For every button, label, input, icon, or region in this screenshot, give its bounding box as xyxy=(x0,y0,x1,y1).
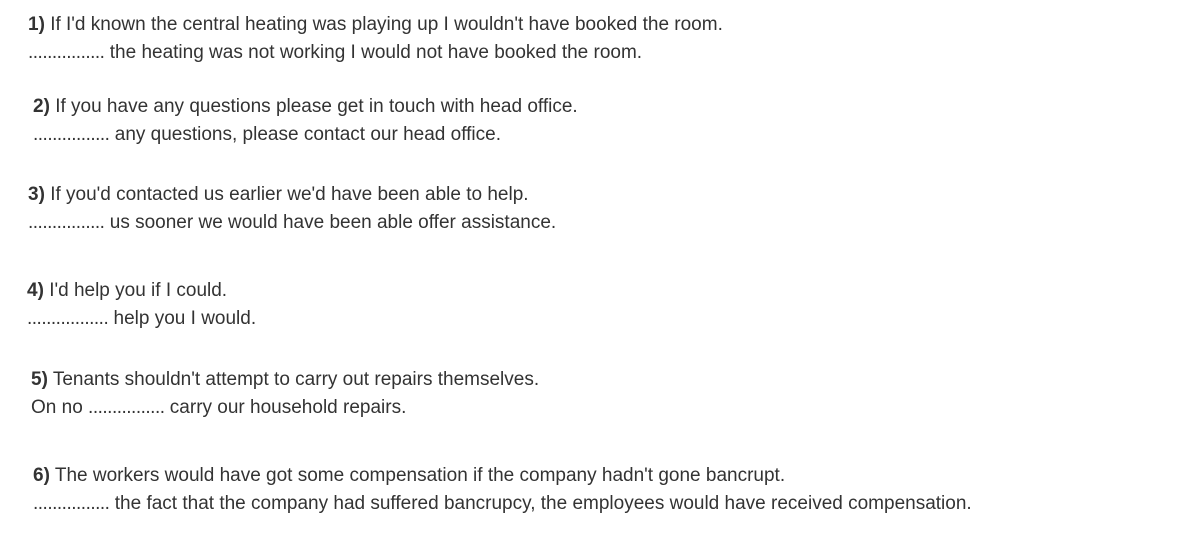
rewrite-text: any questions, please contact our head office. xyxy=(114,124,501,145)
answer-blank[interactable]: ................ xyxy=(28,212,105,233)
rewrite-line xyxy=(28,209,556,237)
original-sentence xyxy=(27,277,256,305)
item-number: 1) xyxy=(28,14,45,35)
answer-blank[interactable]: ................ xyxy=(28,42,105,63)
answer-blank[interactable]: ................. xyxy=(27,308,109,329)
original-sentence xyxy=(28,181,556,209)
sentence-text: If you'd contacted us earlier we'd have been able to help. xyxy=(50,184,529,205)
rewrite-text: carry our household repairs. xyxy=(169,397,407,418)
rewrite-line xyxy=(33,490,972,518)
rewrite-line xyxy=(28,39,723,67)
original-sentence xyxy=(33,93,578,121)
exercise-item-6 xyxy=(33,462,972,518)
sentence-text: Tenants shouldn't attempt to carry out repairs themselves. xyxy=(52,369,540,390)
exercise-item-1 xyxy=(28,11,723,67)
original-sentence xyxy=(28,11,723,39)
item-number: 6) xyxy=(33,465,50,486)
exercise-item-4 xyxy=(27,277,256,333)
exercise-item-5 xyxy=(31,366,539,422)
sentence-text: If you have any questions please get in touch with head office. xyxy=(55,96,578,117)
sentence-text: I'd help you if I could. xyxy=(49,280,228,301)
answer-blank[interactable]: ................ xyxy=(33,493,110,514)
item-number: 4) xyxy=(27,280,44,301)
rewrite-text: the fact that the company had suffered bancrupcy, the employees would have received compensation. xyxy=(114,493,972,514)
answer-blank[interactable]: ................ xyxy=(88,397,165,418)
sentence-text: If I'd known the central heating was playing up I wouldn't have booked the room. xyxy=(50,14,723,35)
answer-blank[interactable]: ................ xyxy=(33,124,110,145)
original-sentence xyxy=(31,366,539,394)
rewrite-prefix: On no xyxy=(31,397,83,418)
exercise-item-2 xyxy=(33,93,578,149)
rewrite-text: us sooner we would have been able offer assistance. xyxy=(109,212,557,233)
rewrite-text: the heating was not working I would not have booked the room. xyxy=(109,42,643,63)
rewrite-line xyxy=(27,305,256,333)
original-sentence xyxy=(33,462,972,490)
exercise-item-3 xyxy=(28,181,556,237)
rewrite-line xyxy=(31,394,539,422)
item-number: 2) xyxy=(33,96,50,117)
rewrite-line xyxy=(33,121,578,149)
item-number: 3) xyxy=(28,184,45,205)
sentence-text: The workers would have got some compensation if the company hadn't gone bancrupt. xyxy=(54,465,786,486)
rewrite-text: help you I would. xyxy=(113,308,257,329)
item-number: 5) xyxy=(31,369,48,390)
